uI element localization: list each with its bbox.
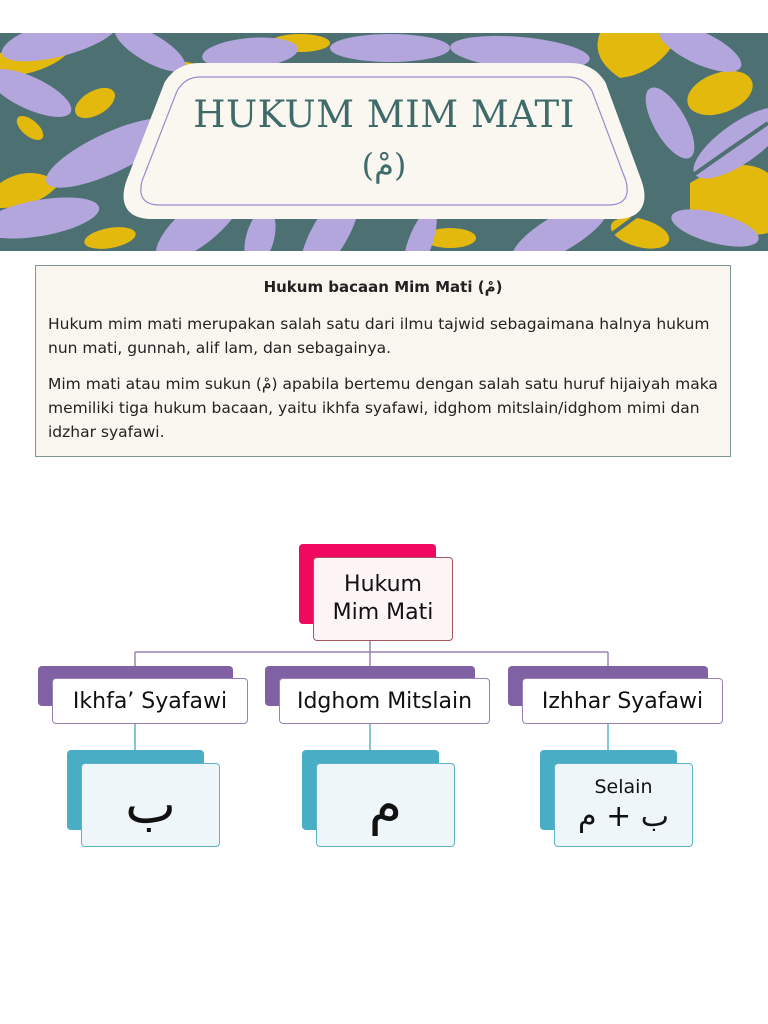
info-paragraph-2: Mim mati atau mim sukun (مْ) apabila bertemu dengan salah satu huruf hijaiyah maka memiliki tiga hukum bacaan, yaitu ikhfa syafawi, idghom mitslain/idghom mimi dan idzhar syafawi.	[48, 375, 718, 441]
arabic-letters: ب + م	[577, 799, 670, 834]
leaf-letter-ba	[81, 763, 220, 847]
root-label-line2: Mim Mati	[332, 600, 434, 625]
info-heading: Hukum bacaan Mim Mati (مْ)	[263, 278, 503, 296]
branch-idghom-mitslain	[279, 678, 490, 724]
branch-label: Izhhar Syafawi	[541, 688, 704, 714]
title-arabic: (مْ)	[361, 146, 407, 184]
leaf-letter-mim	[316, 763, 455, 847]
leaf-letters-selain	[554, 763, 693, 847]
branch-label: Ikhfa’ Syafawi	[72, 688, 228, 714]
arabic-letter: م	[368, 773, 403, 836]
header-banner	[0, 33, 768, 251]
selain-label: Selain	[594, 776, 653, 798]
branch-ikhfa-syafawi	[52, 678, 248, 724]
arabic-letter: ب	[125, 773, 176, 836]
branch-label: Idghom Mitslain	[296, 688, 473, 714]
hierarchy-diagram	[0, 530, 768, 870]
branch-izhhar-syafawi	[522, 678, 723, 724]
page-title	[150, 91, 618, 191]
info-box	[35, 265, 731, 457]
root-label-line1: Hukum	[344, 572, 422, 597]
info-paragraph-1: Hukum mim mati merupakan salah satu dari ilmu tajwid sebagaimana halnya hukum nun mati, gunnah, alif lam, dan sebagainya.	[48, 315, 710, 357]
root-node	[313, 557, 453, 641]
title-main: HUKUM MIM MATI	[193, 93, 575, 136]
